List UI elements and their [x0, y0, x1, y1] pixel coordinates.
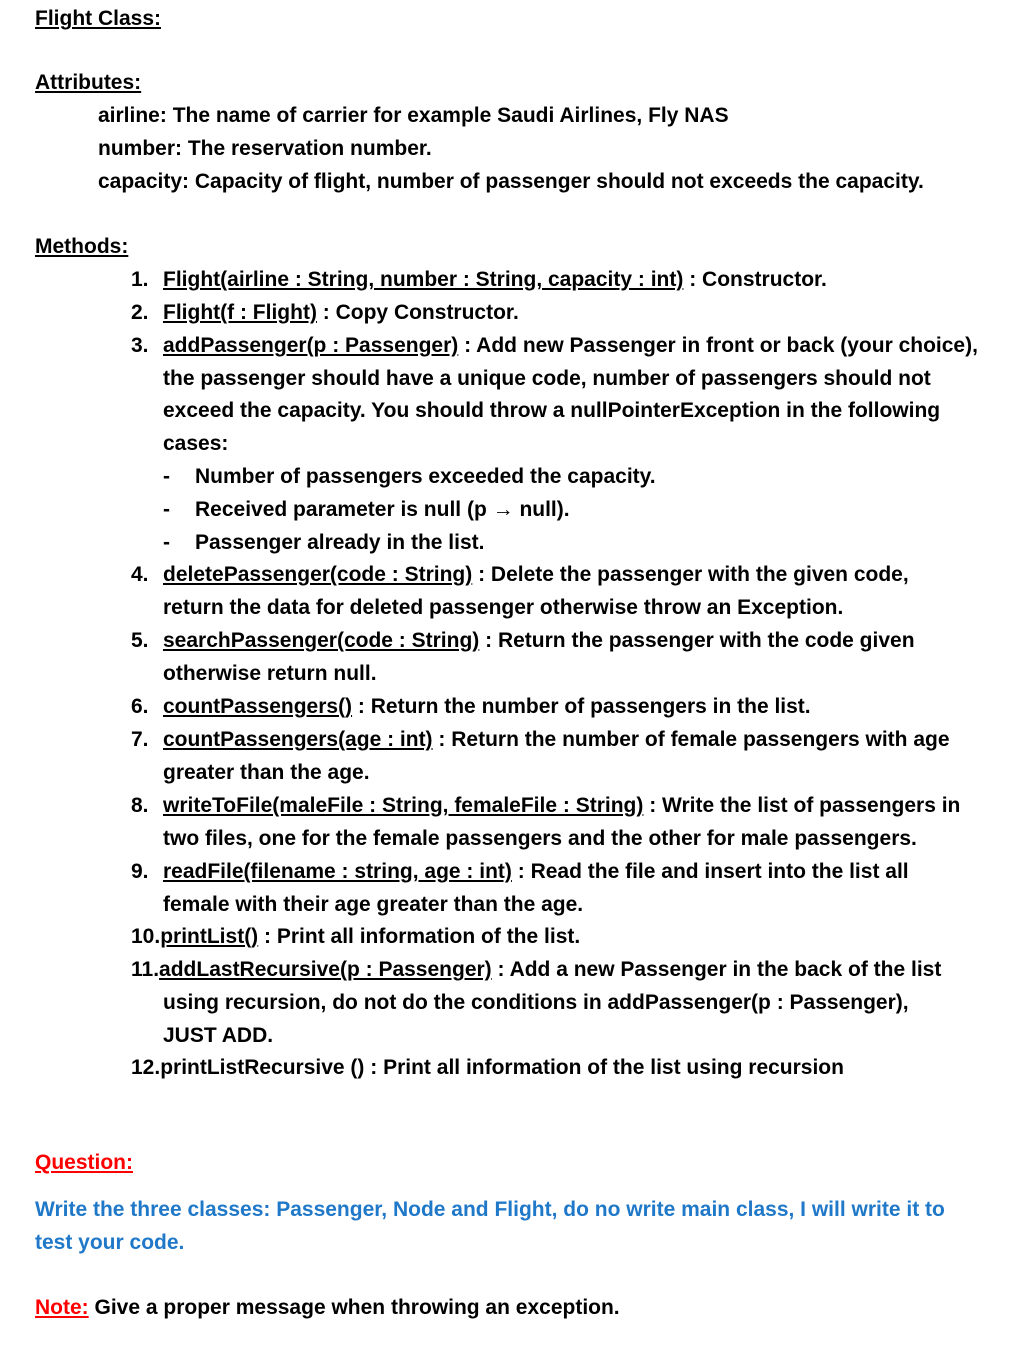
method-signature: countPassengers(age : int)	[163, 728, 433, 751]
method-description-continued: the passenger should have a unique code, number of passengers should not	[163, 367, 931, 390]
method-description: Add a new Passenger in the back of the list	[509, 958, 942, 981]
method-separator: :	[491, 958, 510, 981]
method-description-continued: female with their age greater than the age.	[163, 893, 584, 916]
question-heading: Question:	[35, 1151, 133, 1174]
method-item	[131, 793, 960, 819]
method-signature: addLastRecursive(p : Passenger)	[159, 958, 492, 981]
method-description: Return the passenger with the code given	[497, 629, 915, 652]
methods-heading: Methods:	[35, 235, 129, 258]
method-description: Print all information of the list.	[276, 925, 581, 948]
method-description-continued: return the data for deleted passenger otherwise throw an Exception.	[163, 596, 844, 619]
method-number: 10.	[131, 925, 161, 948]
method-item	[131, 859, 909, 885]
dash-bullet: -	[163, 531, 170, 554]
method-item	[131, 694, 811, 720]
method-signature: Flight(airline : String, number : String, capacity : int)	[163, 268, 684, 291]
method-description-continued: JUST ADD.	[163, 1024, 274, 1047]
method-description: Delete the passenger with the given code,	[490, 563, 909, 586]
method-separator: :	[364, 1056, 384, 1079]
method-description: Copy Constructor.	[335, 301, 519, 324]
method-signature: readFile(filename : string, age : int)	[163, 860, 512, 883]
method-number: 11.	[131, 958, 160, 981]
method-number: 6.	[131, 695, 149, 718]
method-signature: writeToFile(maleFile : String, femaleFile : String)	[163, 794, 644, 817]
method-item	[131, 300, 519, 326]
method-description-continued: using recursion, do not do the conditions in addPassenger(p : Passenger),	[163, 991, 909, 1014]
bullet-text: Received parameter is null (p → null).	[195, 498, 570, 521]
method-description: Constructor.	[702, 268, 827, 291]
method-separator: :	[511, 860, 531, 883]
method-item	[131, 628, 915, 654]
method-separator: :	[643, 794, 663, 817]
note-text: Give a proper message when throwing an exception.	[88, 1296, 620, 1319]
method-signature: countPassengers()	[163, 695, 353, 718]
method-description-continued: otherwise return null.	[163, 662, 377, 685]
method-description: Return the number of passengers in the list.	[370, 695, 811, 718]
dash-bullet: -	[163, 465, 170, 488]
method-separator: :	[432, 728, 452, 751]
method-number: 5.	[131, 629, 149, 652]
method-signature: printList()	[160, 925, 259, 948]
method-signature: printListRecursive ()	[160, 1056, 365, 1079]
method-item	[131, 267, 827, 293]
note-line	[35, 1295, 620, 1321]
method-description: Read the file and insert into the list all	[530, 860, 909, 883]
question-text-continued: test your code.	[35, 1231, 185, 1254]
method-signature: searchPassenger(code : String)	[163, 629, 480, 652]
method-number: 7.	[131, 728, 149, 751]
attribute-capacity: capacity: Capacity of flight, number of passenger should not exceeds the capacity.	[98, 170, 924, 193]
method-number: 2.	[131, 301, 149, 324]
method-separator: :	[472, 563, 491, 586]
method-signature: deletePassenger(code : String)	[163, 563, 473, 586]
method-separator: :	[683, 268, 703, 291]
method-item	[131, 727, 950, 753]
method-description-continued: two files, one for the female passengers and the other for male passengers.	[163, 827, 917, 850]
attribute-number: number: The reservation number.	[98, 137, 432, 160]
method-item	[131, 562, 909, 588]
method-item	[131, 1055, 844, 1081]
attribute-airline: airline: The name of carrier for example Saudi Airlines, Fly NAS	[98, 104, 729, 127]
method-description: Return the number of female passengers with age	[451, 728, 950, 751]
method-separator: :	[479, 629, 498, 652]
page-title: Flight Class:	[35, 7, 162, 30]
method-number: 3.	[131, 334, 149, 357]
question-text: Write the three classes: Passenger, Node and Flight, do no write main class, I will write it to	[35, 1198, 945, 1221]
attributes-heading: Attributes:	[35, 71, 142, 94]
note-label: Note:	[35, 1296, 89, 1319]
method-description-continued: cases:	[163, 432, 229, 455]
method-number: 9.	[131, 860, 149, 883]
bullet-text: Number of passengers exceeded the capacity.	[195, 465, 656, 488]
method-signature: Flight(f : Flight)	[163, 301, 317, 324]
method-item	[131, 924, 580, 950]
method-number: 4.	[131, 563, 149, 586]
method-number: 8.	[131, 794, 149, 817]
method-description-continued: exceed the capacity. You should throw a nullPointerException in the following	[163, 399, 941, 422]
method-item	[131, 957, 941, 983]
method-number: 1.	[131, 268, 149, 291]
method-separator: :	[258, 925, 277, 948]
method-item	[131, 333, 978, 359]
dash-bullet: -	[163, 498, 170, 521]
method-number: 12.	[131, 1056, 161, 1079]
method-separator: :	[458, 334, 477, 357]
method-separator: :	[352, 695, 371, 718]
method-description: Print all information of the list using recursion	[383, 1056, 844, 1079]
bullet-text: Passenger already in the list.	[195, 531, 485, 554]
method-signature: addPassenger(p : Passenger)	[163, 334, 459, 357]
method-description: Add new Passenger in front or back (your choice),	[476, 334, 978, 357]
method-separator: :	[316, 301, 336, 324]
method-description: Write the list of passengers in	[662, 794, 961, 817]
method-description-continued: greater than the age.	[163, 761, 370, 784]
